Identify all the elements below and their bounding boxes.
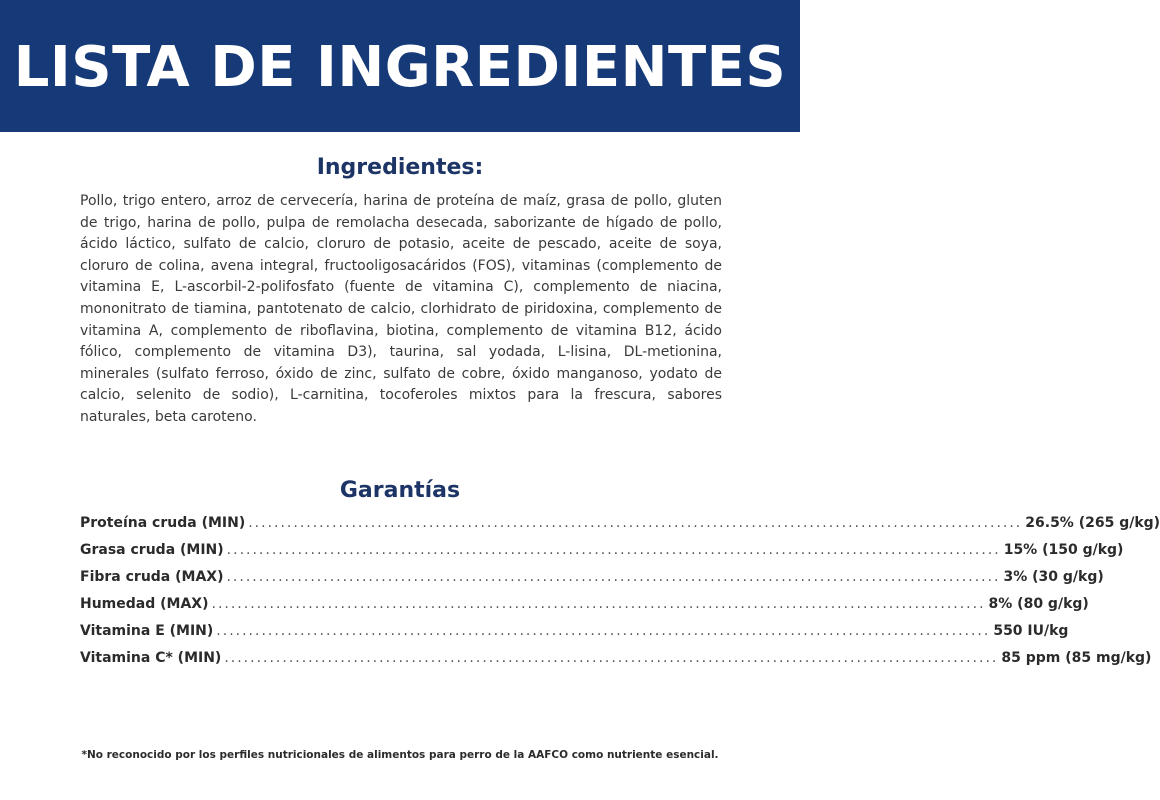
- dot-leader: ........................................................................................................................: [224, 650, 999, 666]
- guarantee-value: 550 IU/kg: [993, 623, 1069, 639]
- guarantee-value: 26.5% (265 g/kg): [1025, 515, 1160, 531]
- title-banner: [0, 0, 800, 132]
- dot-leader: ........................................................................................................................: [216, 623, 991, 639]
- guarantee-label: Vitamina C* (MIN): [80, 650, 222, 666]
- page-title: LISTA DE INGREDIENTES: [13, 35, 787, 100]
- ingredients-list: Pollo, trigo entero, arroz de cervecería, harina de proteína de maíz, grasa de pollo, gluten de trigo, harina de pollo, pulpa de remolacha desecada, saborizante de hígado de pollo, ácido láctico, sulfato de calcio, cloruro de potasio, aceite de pescado, aceite de soya, cloruro de colina, avena integral, fructooligosacáridos (FOS), vitaminas (complemento de vitamina E, L-ascorbil-2-polifosfato (fuente de vitamina C), complemento de niacina, mononitrato de tiamina, pantotenato de calcio, clorhidrato de piridoxina, complemento de vitamina A, complemento de riboflavina, biotina, complemento de vitamina B12, ácido fólico, complemento de vitamina D3), taurina, sal yodada, L-lisina, DL-metionina, minerales (sulfato ferroso, óxido de zinc, sulfato de cobre, óxido manganoso, yodato de calcio, selenito de sodio), L-carnitina, tocoferoles mixtos para la frescura, sabores naturales, beta caroteno.: [80, 193, 722, 425]
- guarantee-row-fiber: [80, 569, 1104, 596]
- guarantee-row-vitamin-e: [80, 623, 1069, 650]
- guarantee-label: Fibra cruda (MAX): [80, 569, 224, 585]
- guarantee-row-moisture: [80, 596, 1089, 623]
- dot-leader: ........................................................................................................................: [226, 542, 1001, 558]
- dot-leader: ........................................................................................................................: [248, 515, 1023, 531]
- footnote: *No reconocido por los perfiles nutricionales de alimentos para perro de la AAFCO como nutriente esencial.: [81, 749, 719, 761]
- ingredients-heading: Ingredientes:: [316, 155, 484, 180]
- guarantee-row-fat: [80, 542, 1124, 569]
- guarantees-heading: Garantías: [339, 478, 461, 503]
- guarantee-value: 85 ppm (85 mg/kg): [1001, 650, 1152, 666]
- guarantee-label: Proteína cruda (MIN): [80, 515, 246, 531]
- guarantees-table: [80, 515, 1160, 677]
- guarantee-label: Humedad (MAX): [80, 596, 209, 612]
- dot-leader: ........................................................................................................................: [226, 569, 1001, 585]
- dot-leader: ........................................................................................................................: [211, 596, 986, 612]
- guarantee-value: 3% (30 g/kg): [1003, 569, 1104, 585]
- guarantee-label: Grasa cruda (MIN): [80, 542, 224, 558]
- guarantee-label: Vitamina E (MIN): [80, 623, 214, 639]
- guarantee-row-protein: [80, 515, 1160, 542]
- guarantee-value: 8% (80 g/kg): [988, 596, 1089, 612]
- guarantee-value: 15% (150 g/kg): [1003, 542, 1124, 558]
- guarantee-row-vitamin-c: [80, 650, 1152, 677]
